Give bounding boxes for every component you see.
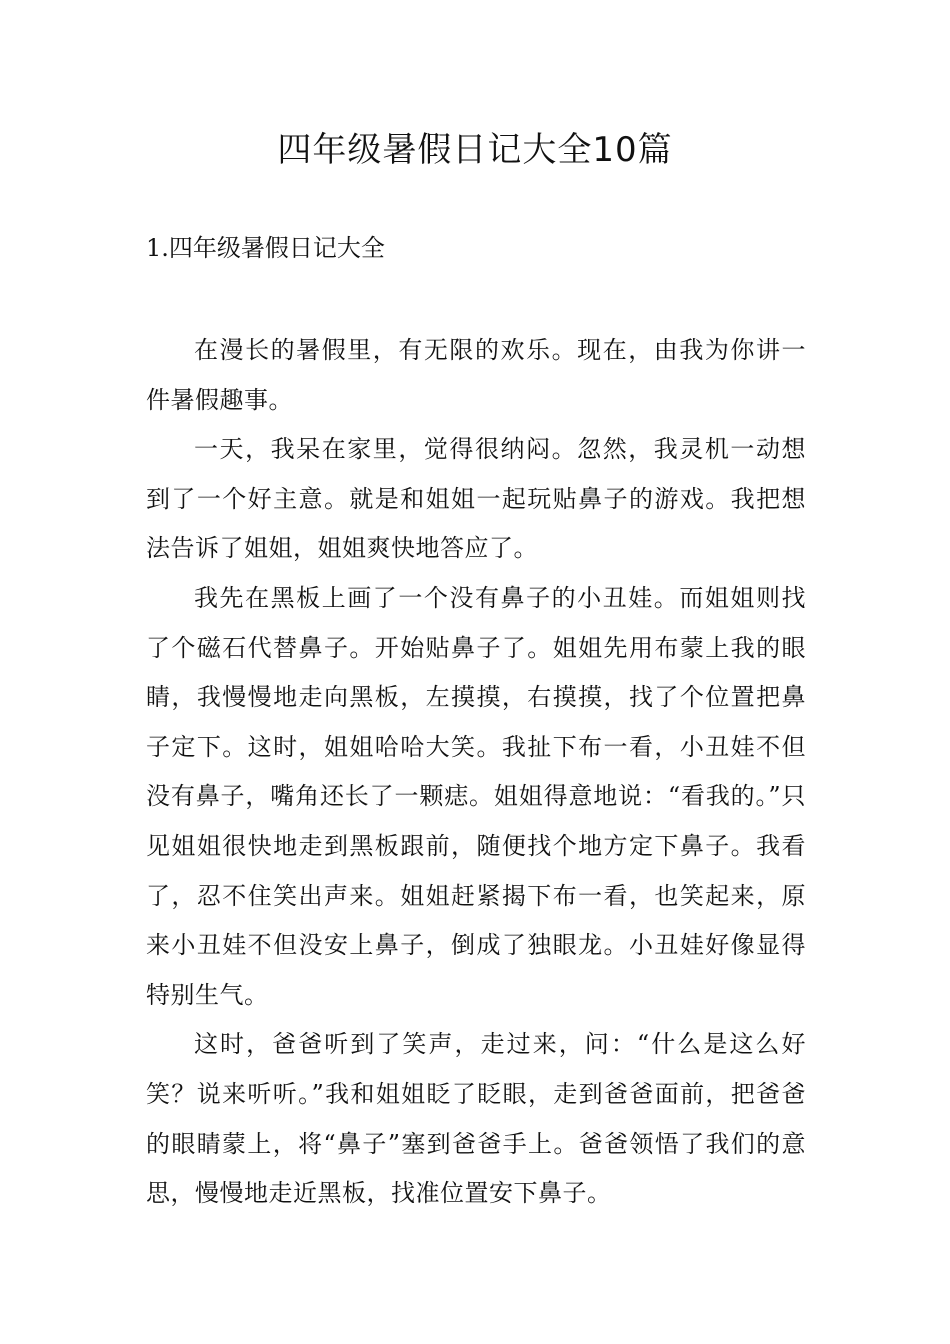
section-heading: 1.四年级暑假日记大全	[146, 234, 385, 262]
paragraph: 我先在黑板上画了一个没有鼻子的小丑娃。而姐姐则找了个磁石代替鼻子。开始贴鼻子了。姐姐先用布蒙上我的眼睛，我慢慢地走向黑板，左摸摸，右摸摸，找了个位置把鼻子定下。这时，姐姐哈哈大笑。我扯下布一看，小丑娃不但没有鼻子，嘴角还长了一颗痣。姐姐得意地说：“看我的。”只见姐姐很快地走到黑板跟前，随便找个地方定下鼻子。我看了，忍不住笑出声来。姐姐赶紧揭下布一看，也笑起来，原来小丑娃不但没安上鼻子，倒成了独眼龙。小丑娃好像显得特别生气。	[146, 583, 806, 1009]
document-title: 四年级暑假日记大全10篇	[277, 130, 673, 170]
paragraph: 一天，我呆在家里，觉得很纳闷。忽然，我灵机一动想到了一个好主意。就是和姐姐一起玩贴鼻子的游戏。我把想法告诉了姐姐，姐姐爽快地答应了。	[146, 435, 806, 563]
paragraph: 这时，爸爸听到了笑声，走过来，问：“什么是这么好笑？说来听听。”我和姐姐眨了眨眼，走到爸爸面前，把爸爸的眼睛蒙上，将“鼻子”塞到爸爸手上。爸爸领悟了我们的意思，慢慢地走近黑板，找准位置安下鼻子。	[146, 1030, 806, 1208]
paragraph: 在漫长的暑假里，有无限的欢乐。现在，由我为你讲一件暑假趣事。	[146, 336, 806, 414]
document-body	[146, 326, 806, 1219]
